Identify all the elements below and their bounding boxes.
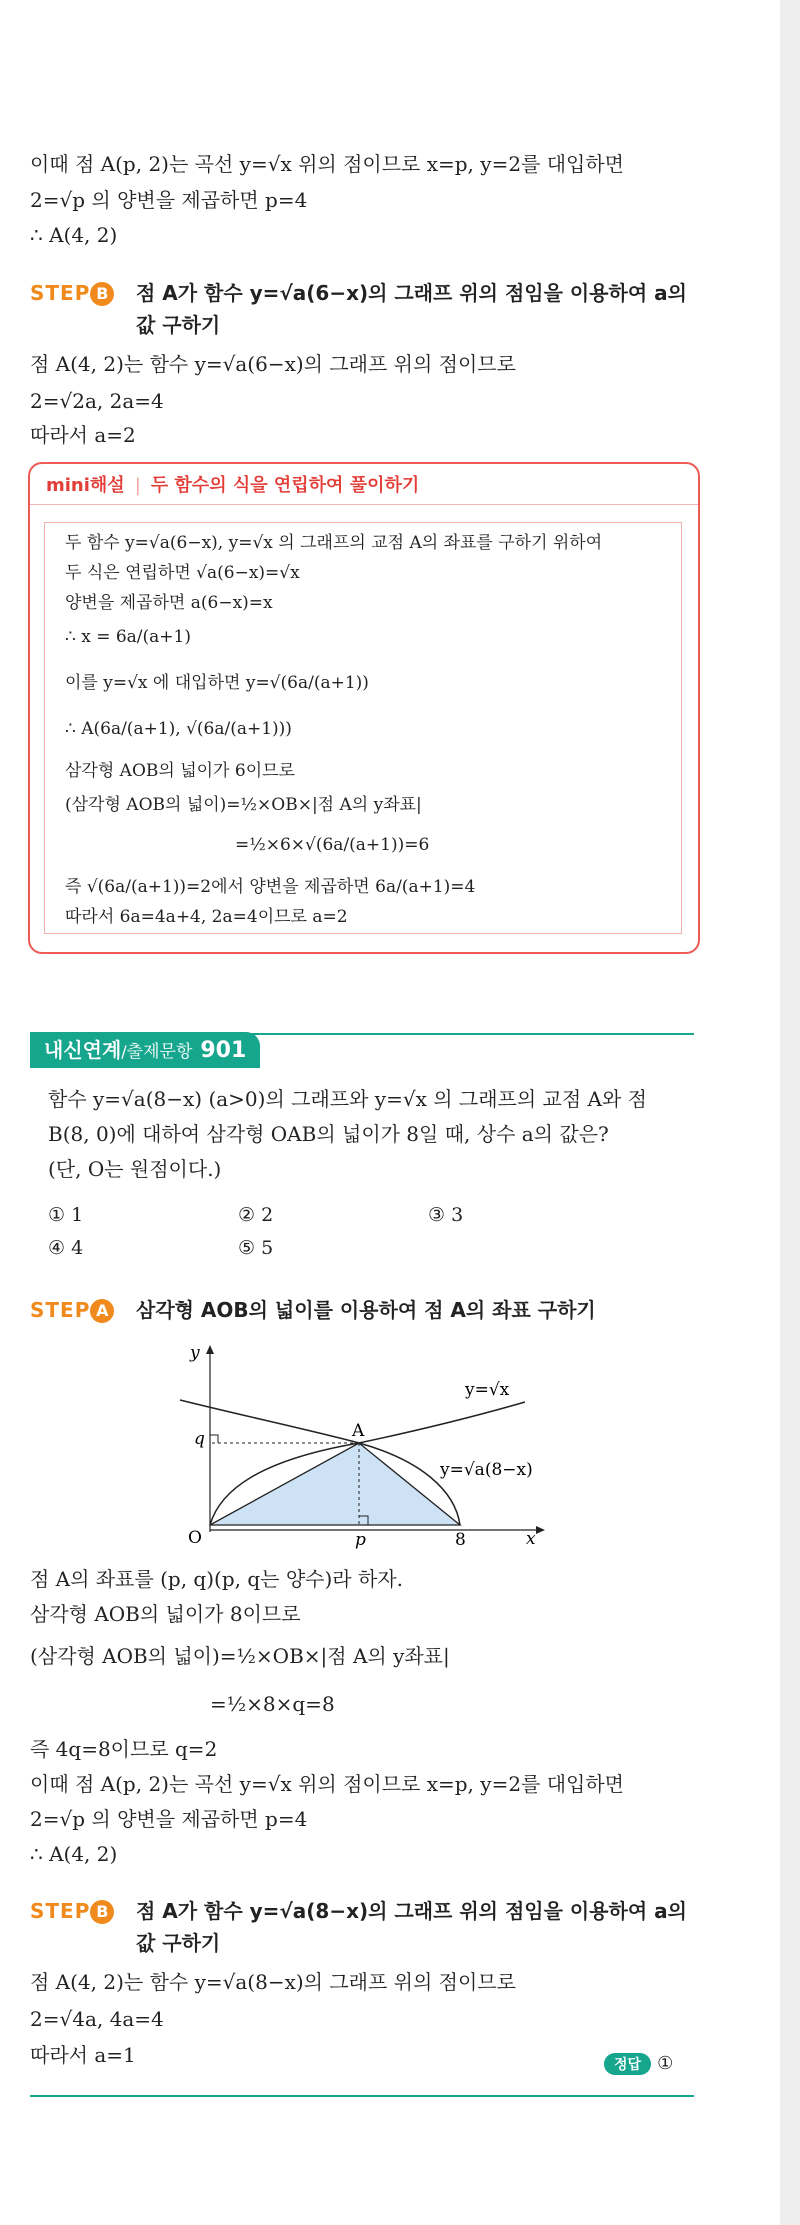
step-a-heading (30, 1295, 126, 1325)
mini-explanation-box (28, 462, 700, 954)
choice-4[interactable]: ④ 4 (48, 1237, 84, 1259)
mini-content (44, 522, 682, 934)
step-b-heading (30, 278, 126, 308)
solution-text: 2=√4a, 4a=4 (30, 2007, 164, 2031)
solution-text: 점 A(4, 2)는 함수 y=√a(8−x)의 그래프 위의 점이므로 (30, 1970, 516, 1994)
solution-text: =½×8×q=8 (210, 1692, 335, 1716)
step-tag: STEP (30, 281, 91, 305)
step-b-title-2: 값 구하기 (136, 1931, 221, 1955)
mini-line: 즉 √(6a/(a+1))=2에서 양변을 제곱하면 6a/(a+1)=4 (65, 877, 476, 897)
answer-badge (604, 2053, 673, 2075)
right-angle-mark (210, 1435, 218, 1443)
step-b-heading (30, 1896, 126, 1926)
eight-label: 8 (455, 1530, 466, 1550)
y-axis-arrow (206, 1345, 214, 1354)
problem-text: (단, O는 원점이다.) (48, 1157, 222, 1181)
mini-line: 이를 y=√x 에 대입하면 y=√(6a/(a+1)) (65, 673, 369, 693)
problem-text: B(8, 0)에 대하여 삼각형 OAB의 넓이가 8일 때, 상수 a의 값은? (48, 1122, 609, 1146)
solution-text: 점 A의 좌표를 (p, q)(p, q는 양수)라 하자. (30, 1567, 403, 1591)
mini-header (30, 464, 698, 505)
step-tag: STEP (30, 1298, 91, 1322)
mini-line: (삼각형 AOB의 넓이)=½×OB×|점 A의 y좌표| (65, 795, 422, 815)
mini-label: mini해설 (46, 475, 125, 496)
step-tag: STEP (30, 1899, 91, 1923)
choice-2[interactable]: ② 2 (238, 1204, 274, 1226)
solution-text: 즉 4q=8이므로 q=2 (30, 1737, 218, 1761)
naesin-sub: 출제문항 (126, 1042, 193, 1062)
solution-text: 2=√p 의 양변을 제곱하면 p=4 (30, 188, 308, 212)
step-letter-badge: B (90, 1900, 114, 1924)
step-b-title-2: 값 구하기 (136, 313, 221, 337)
solution-text: 이때 점 A(p, 2)는 곡선 y=√x 위의 점이므로 x=p, y=2를 대입하면 (30, 1772, 625, 1796)
step-a-title: 삼각형 AOB의 넓이를 이용하여 점 A의 좌표 구하기 (136, 1298, 596, 1322)
solution-text: 점 A(4, 2)는 함수 y=√a(6−x)의 그래프 위의 점이므로 (30, 352, 516, 376)
triangle-aob (210, 1443, 460, 1525)
solution-text: 이때 점 A(p, 2)는 곡선 y=√x 위의 점이므로 x=p, y=2를 대입하면 (30, 152, 625, 176)
mini-line: 두 식은 연립하면 √a(6−x)=√x (65, 563, 300, 583)
mini-line: 따라서 6a=4a+4, 2a=4이므로 a=2 (65, 907, 348, 927)
mini-line: ∴ x = 6a/(a+1) (65, 627, 191, 647)
page-edge (780, 0, 800, 2225)
q-label: q (194, 1429, 205, 1449)
mini-line: ∴ A(6a/(a+1), √(6a/(a+1))) (65, 719, 292, 739)
point-a-label: A (352, 1421, 365, 1441)
solution-text: ∴ A(4, 2) (30, 1842, 118, 1866)
mini-line: 삼각형 AOB의 넓이가 6이므로 (65, 761, 295, 781)
answer-value: ① (657, 2053, 674, 2074)
curve2-label: y=√a(8−x) (440, 1460, 533, 1480)
mini-separator: | (134, 475, 141, 496)
step-letter-badge: B (90, 282, 114, 306)
origin-label: O (188, 1528, 202, 1548)
solution-text: 2=√2a, 2a=4 (30, 389, 164, 413)
answer-label: 정답 (604, 2053, 651, 2075)
choice-5[interactable]: ⑤ 5 (238, 1237, 274, 1259)
x-axis-label: x (526, 1529, 536, 1549)
naesin-banner: 내신연계/출제문항 901 (30, 1032, 260, 1068)
curve1-label: y=√x (465, 1380, 510, 1400)
solution-text: 따라서 a=2 (30, 423, 136, 447)
graph-figure (160, 1340, 560, 1555)
step-b-title: 점 A가 함수 y=√a(6−x)의 그래프 위의 점임을 이용하여 a의 (136, 281, 687, 305)
mini-line: 양변을 제곱하면 a(6−x)=x (65, 593, 273, 613)
solution-text: 삼각형 AOB의 넓이가 8이므로 (30, 1602, 301, 1626)
y-axis-label: y (190, 1343, 200, 1363)
problem-number: 901 (200, 1038, 247, 1063)
naesin-label: 내신연계 (44, 1038, 122, 1062)
mini-line: =½×6×√(6a/(a+1))=6 (235, 835, 430, 855)
choice-3[interactable]: ③ 3 (428, 1204, 464, 1226)
p-label: p (355, 1530, 366, 1550)
solution-text: 따라서 a=1 (30, 2043, 136, 2067)
solution-text: ∴ A(4, 2) (30, 223, 118, 247)
mini-title (46, 471, 419, 497)
solution-text: 2=√p 의 양변을 제곱하면 p=4 (30, 1807, 308, 1831)
problem-text: 함수 y=√a(8−x) (a>0)의 그래프와 y=√x 의 그래프의 교점 A와 점 (48, 1087, 647, 1111)
step-letter-badge: A (90, 1299, 114, 1323)
mini-line: 두 함수 y=√a(6−x), y=√x 의 그래프의 교점 A의 좌표를 구하기 위하여 (65, 533, 603, 553)
solution-text: (삼각형 AOB의 넓이)=½×OB×|점 A의 y좌표| (30, 1644, 450, 1668)
bottom-rule (30, 2095, 694, 2097)
step-b-title: 점 A가 함수 y=√a(8−x)의 그래프 위의 점임을 이용하여 a의 (136, 1899, 687, 1923)
x-axis-arrow (536, 1526, 545, 1534)
mini-heading: 두 함수의 식을 연립하여 풀이하기 (150, 475, 420, 496)
choice-1[interactable]: ① 1 (48, 1204, 84, 1226)
